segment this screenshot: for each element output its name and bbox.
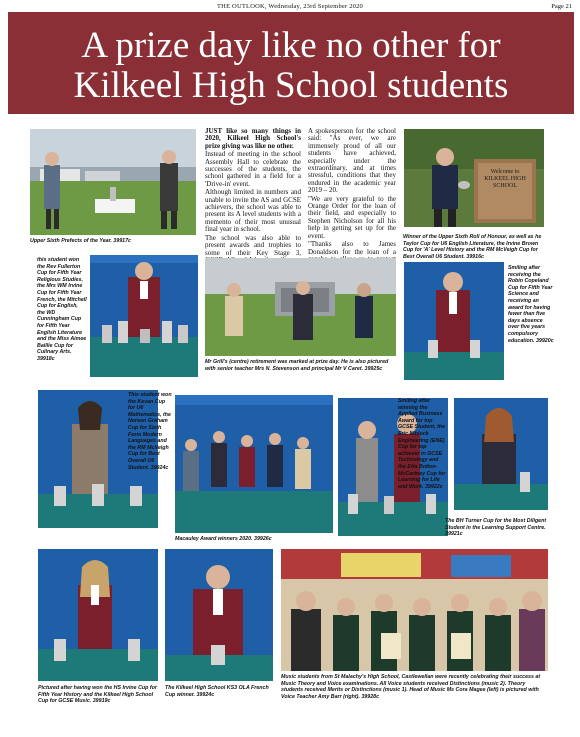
caption-prefects: Upper Sixth Prefects of the Year. 39917c	[30, 238, 131, 244]
article-paragraph: Instead of meeting in the school Assembly Hall to celebrate the successes of the students, the school gathered in a field for a 'Drive-in' event.	[205, 150, 301, 188]
photo-ks3-french	[165, 549, 273, 681]
page-number: Page 21	[551, 3, 572, 10]
article-paragraph: "We are very grateful to the Orange Order for the loan of their field, and especially to Stephen Nicholson for all his help in getting set up for the event.	[308, 194, 396, 240]
article-paragraph: The school was also able to present awards and trophies to some of their Key Stage 3,	[205, 233, 301, 257]
headline-line-2: Kilkeel High School students	[73, 65, 509, 106]
photo-macauley-award	[175, 395, 333, 533]
caption-music-students: Music students from St Malachy's High School, Castlewellan were recently celebrating their success at Music Theory and Voice examinations. All Voice students received Distinctions (music 2). Theory students received Merits or Distinctions (music 1). Head of Music Ms Cora Magee (left) is pictured with Voice Teacher Amy Barr (right). 39928c	[281, 674, 541, 700]
article-paragraph: A spokesperson for the school said: "As ever, we are immensely proud of all our students have achieved, especially under the extraordinary, and at times stressful, conditions that they endured in the academic year 2019 – 20.	[308, 127, 396, 195]
photo-roll-of-honour	[404, 129, 544, 227]
photo-hs-irvine	[38, 549, 158, 681]
article-lead: JUST like so many things in 2020, Kilkeel High School's prize giving was like no other.	[205, 127, 301, 150]
caption-hs-irvine: Pictured after having won the HS Irvine Cup for Fifth Year History and the Kilkeel High School Cup for GCSE Music. 39919c	[38, 685, 157, 705]
photo-student-cups-1	[90, 255, 198, 377]
caption-bh-turner: The BH Turner Cup for the Most Diligent Student in the Learning Support Centre. 39921c	[445, 518, 547, 538]
photo-prefects	[30, 129, 196, 235]
article-paragraph: Although limited in numbers and unable to invite the AS and GCSE achievers, the school was able to present its A level students with a memento of their most unusual final year in school.	[205, 188, 301, 234]
caption-roll-of-honour: Winner of the Upper Sixth Roll of Honour, as well as he Taylor Cup for U6 English Literature, the Irvine Brown Cup for 'A' Level History and the RM McVeigh Cup for Best Overall U6 Student. 39916c	[403, 234, 542, 260]
article-paragraph: "Thanks also to James Donaldson for the loan of a	[308, 240, 396, 256]
headline-banner	[8, 12, 574, 114]
caption-robin-copeland: Smiling after receiving the Robin Copeland Cup for Fifth Year Science and receiving an award for having fewer than five days absence over five years compulsory education. 39920c	[508, 265, 554, 344]
welcome-sign: Welcome to KILKEEL HIGH SCHOOL	[484, 169, 526, 189]
photo-retirement	[205, 258, 396, 356]
caption-retirement: Mr Grill's (centre) retirement was marked at prize day. He is also pictured with senior teacher Mrs N. Stevenson and principal Mr V Caret. 39925c	[205, 359, 389, 372]
caption-macauley-award: Macauley Award winners 2020. 39926c	[175, 536, 272, 542]
caption-applied-business: Smiling after winning the Applied Business Award for top GCSE Student, the Eric Niblock Engineering (ENE) Cup for top achiever in GCSE Technology and the Etta Bolton-McCartney Cup for Learning for Life and Work. 39922c	[398, 398, 446, 490]
headline-line-1: A prize day like no other for	[81, 25, 501, 66]
photo-robin-copeland	[404, 262, 504, 380]
caption-ks3-french: The Kilkeel High School KS3 OLA French Cup winner. 39924c	[165, 685, 269, 698]
photo-music-students	[281, 549, 548, 671]
caption-rev-fullerton: this student won the Rev Fullerton Cup for Fifth Year Religious Studies, the Mrs WM Irvine Cup for Fifth Year French, the Mitchell Cup for English, the WD Cunningham Cup for Fifth Year English Literature and the Miss Aimee Baillie Cup for Culinary Arts. 39918c	[37, 257, 87, 362]
publication-line: THE OUTLOOK, Wednesday, 23rd September 2020	[217, 3, 363, 10]
photo-bh-turner	[454, 398, 548, 510]
caption-kevan-cup: This student won the Kevan Cup for U6 Mathematics, the Noreen Graham Cup for Sixth Form Modern Languages and the RM McVeigh Cup for Best Overall U6 Student. 39924c	[128, 392, 172, 471]
